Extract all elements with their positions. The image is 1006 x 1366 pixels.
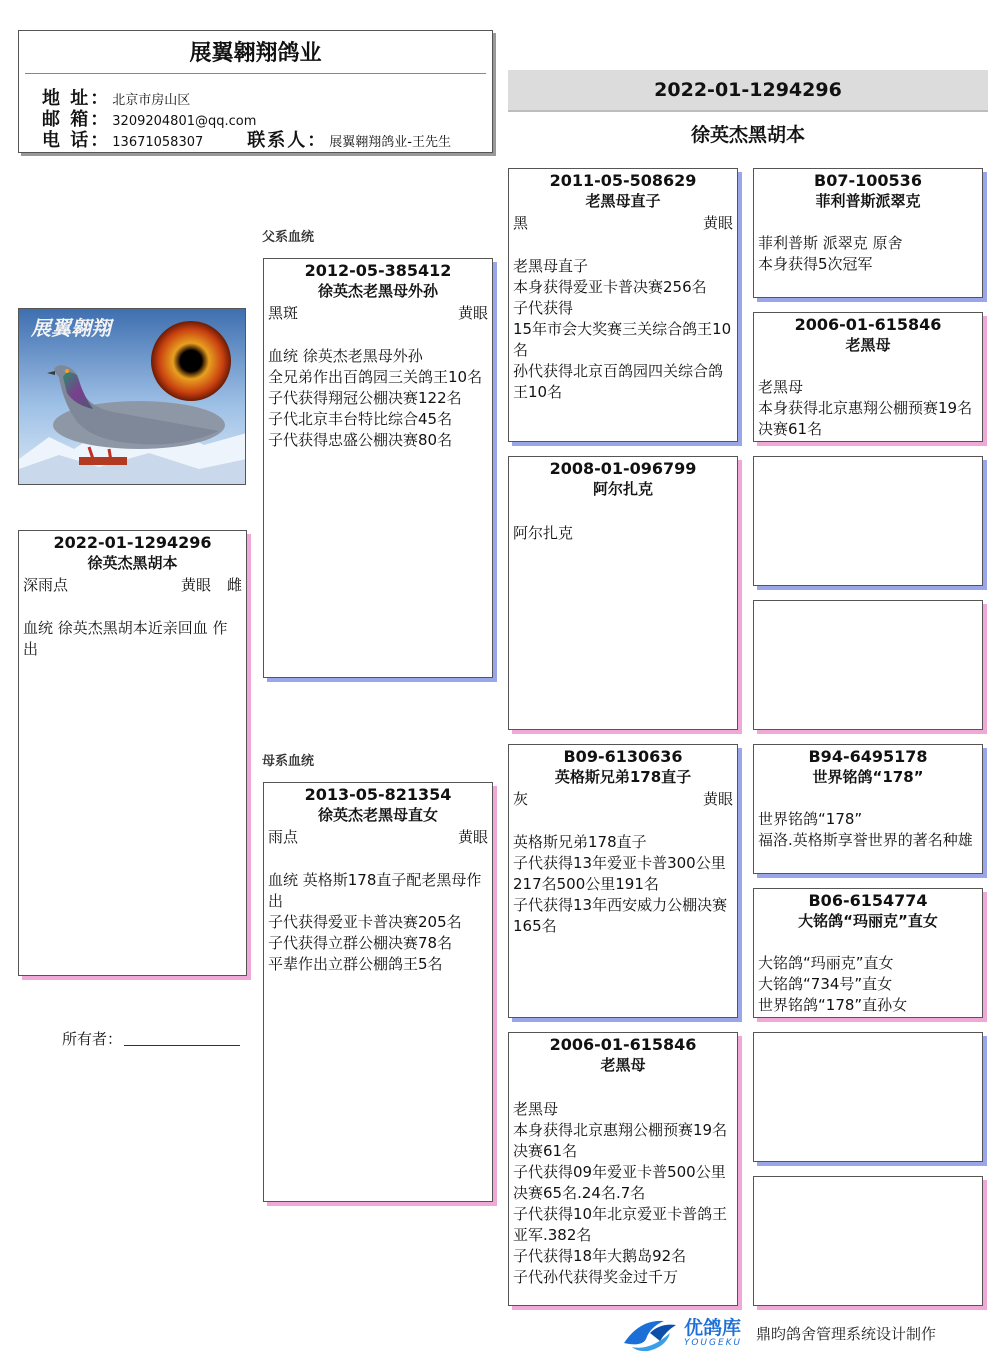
dam-sire-card[interactable] bbox=[508, 744, 738, 1018]
sire-sire-ring: 2011-05-508629 bbox=[549, 171, 697, 190]
dam-dam-card[interactable] bbox=[508, 1032, 738, 1306]
ssd-ring: 2006-01-615846 bbox=[794, 315, 942, 334]
subject-ring: 2022-01-1294296 bbox=[53, 533, 212, 552]
email-label: 邮 箱： bbox=[42, 109, 111, 130]
dam-sire-eye: 黄眼 bbox=[702, 790, 733, 808]
dam-eye: 黄眼 bbox=[457, 828, 488, 846]
dss-ring: B94-6495178 bbox=[808, 747, 928, 766]
ssd-desc: 老黑母 本身获得北京惠翔公棚预赛19名 决赛61名 bbox=[758, 378, 973, 438]
dam-line-label: 母系血统 bbox=[262, 754, 315, 769]
sire-desc: 血统 徐英杰老黑母外孙 全兄弟作出百鸽园三关鸽王10名 子代获得翔冠公棚决赛122名 子代北京丰台特比综合45名 子代获得忠盛公棚决赛80名 bbox=[268, 347, 483, 449]
sire-sire-eye: 黄眼 bbox=[702, 214, 733, 232]
sire-sire-desc: 老黑母直子 本身获得爱亚卡普决赛256名 子代获得 15年市会大奖赛三关综合鸽王10名 孙代获得北京百鸽园四关综合鸽王10名 bbox=[513, 257, 732, 401]
sire-ring: 2012-05-385412 bbox=[304, 261, 452, 280]
header-divider bbox=[25, 73, 486, 74]
dam-sire-dam-card[interactable] bbox=[753, 888, 983, 1018]
footer bbox=[620, 1310, 990, 1356]
pigeon-photo bbox=[18, 308, 246, 485]
sire-sire-dam-card[interactable] bbox=[753, 312, 983, 442]
sire-dam-ring: 2008-01-096799 bbox=[549, 459, 697, 478]
sss-ring: B07-100536 bbox=[814, 171, 922, 190]
subject-attrs bbox=[19, 575, 246, 596]
dam-name: 徐英杰老黑母直女 bbox=[317, 806, 438, 824]
dam-color: 雨点 bbox=[268, 828, 299, 846]
sire-sire-card[interactable] bbox=[508, 168, 738, 442]
dam-sire-color: 灰 bbox=[513, 790, 529, 808]
dam-ring: 2013-05-821354 bbox=[304, 785, 452, 804]
sire-dam-card[interactable] bbox=[508, 456, 738, 730]
top-ring-number: 2022-01-1294296 bbox=[508, 70, 988, 110]
farm-name: 展翼翱翔鸽业 bbox=[189, 41, 322, 66]
sss-desc: 菲利普斯 派翠克 原舍 本身获得5次冠军 bbox=[758, 234, 903, 273]
sire-sire-name: 老黑母直子 bbox=[585, 192, 661, 210]
dam-sire-attrs bbox=[509, 789, 737, 810]
sire-dam-sire-card[interactable] bbox=[753, 456, 983, 586]
sire-line-label: 父系血统 bbox=[262, 230, 315, 245]
dss-desc: 世界铭鸽“178” 福洛.英格斯享誉世界的著名种雄 bbox=[758, 810, 973, 849]
dam-dam-ring: 2006-01-615846 bbox=[549, 1035, 697, 1054]
subject-desc: 血统 徐英杰黑胡本近亲回血 作出 bbox=[23, 619, 228, 658]
dsd-ring: B06-6154774 bbox=[808, 891, 928, 910]
sire-sire-sire-card[interactable] bbox=[753, 168, 983, 298]
dam-sire-name: 英格斯兄弟178直子 bbox=[554, 768, 692, 786]
dam-dam-name: 老黑母 bbox=[600, 1056, 646, 1074]
top-pigeon-name: 徐英杰黑胡本 bbox=[690, 124, 805, 146]
sire-dam-name: 阿尔扎克 bbox=[592, 480, 653, 498]
dsd-desc: 大铭鸽“玛丽克”直女 大铭鸽“734号”直女 世界铭鸽“178”直孙女 bbox=[758, 954, 908, 1014]
top-ring-divider bbox=[508, 110, 988, 112]
sire-sire-attrs bbox=[509, 213, 737, 234]
owner-row bbox=[62, 1028, 240, 1049]
sss-name: 菲利普斯派翠克 bbox=[815, 192, 921, 210]
phone-row bbox=[42, 126, 451, 152]
ssd-name: 老黑母 bbox=[845, 336, 891, 354]
contact-value: 展翼翱翔鸽业-王先生 bbox=[329, 135, 451, 150]
subject-sex: 雌 bbox=[226, 576, 242, 594]
dam-card[interactable] bbox=[263, 782, 493, 1202]
footer-brand-en: YOUGEKU bbox=[684, 1338, 743, 1348]
footer-brand-block bbox=[684, 1318, 742, 1348]
dam-dam-sire-card[interactable] bbox=[753, 1032, 983, 1162]
email-value: 3209204801@qq.com bbox=[112, 114, 257, 129]
dam-attrs bbox=[264, 827, 492, 848]
subject-color: 深雨点 bbox=[23, 576, 69, 594]
footer-brand: 优鸽库 bbox=[684, 1317, 742, 1339]
subject-eye: 黄眼 bbox=[180, 576, 211, 594]
dam-desc: 血统 英格斯178直子配老黑母作出 子代获得爱亚卡普决赛205名 子代获得立群公棚决赛78名 平辈作出立群公棚鸽王5名 bbox=[268, 871, 482, 973]
dam-dam-desc: 老黑母 本身获得北京惠翔公棚预赛19名 决赛61名 子代获得09年爱亚卡普500公里决赛65名.24名.7名 子代获得10年北京爱亚卡普鸽王亚军.382名 子代获得18年大鹅岛92名 子代孙代获得奖金过千万 bbox=[513, 1100, 728, 1286]
subject-name: 徐英杰黑胡本 bbox=[87, 554, 178, 572]
subject-pigeon-card[interactable] bbox=[18, 530, 247, 976]
dam-sire-ring: B09-6130636 bbox=[563, 747, 683, 766]
svg-text:展翼翱翔: 展翼翱翔 bbox=[31, 316, 111, 340]
sire-dam-desc: 阿尔扎克 bbox=[513, 524, 574, 542]
yougeku-logo-icon bbox=[620, 1313, 680, 1353]
sire-card[interactable] bbox=[263, 258, 493, 678]
dam-sire-desc: 英格斯兄弟178直子 子代获得13年爱亚卡普300公里217名500公里191名 子代获得13年西安威力公棚决赛165名 bbox=[513, 833, 728, 935]
sire-dam-dam-card[interactable] bbox=[753, 600, 983, 730]
address-label: 地 址： bbox=[42, 88, 111, 109]
phone-value: 13671058307 bbox=[112, 135, 204, 150]
contact-label: 联系人： bbox=[247, 130, 328, 151]
dam-dam-dam-card[interactable] bbox=[753, 1176, 983, 1306]
dsd-name: 大铭鸽“玛丽克”直女 bbox=[798, 912, 938, 930]
dss-name: 世界铭鸽“178” bbox=[812, 768, 924, 786]
sire-eye: 黄眼 bbox=[457, 304, 488, 322]
sire-attrs bbox=[264, 303, 492, 324]
dam-sire-sire-card[interactable] bbox=[753, 744, 983, 874]
sire-color: 黑斑 bbox=[268, 304, 299, 322]
owner-signature-line bbox=[124, 1045, 240, 1046]
address-value: 北京市房山区 bbox=[112, 93, 191, 108]
phone-label: 电 话： bbox=[42, 130, 111, 151]
footer-credit: 鼎昀鸽舍管理系统设计制作 bbox=[756, 1324, 937, 1343]
owner-label: 所有者： bbox=[62, 1030, 123, 1048]
sire-name: 徐英杰老黑母外孙 bbox=[317, 282, 438, 300]
sire-sire-color: 黑 bbox=[513, 214, 529, 232]
